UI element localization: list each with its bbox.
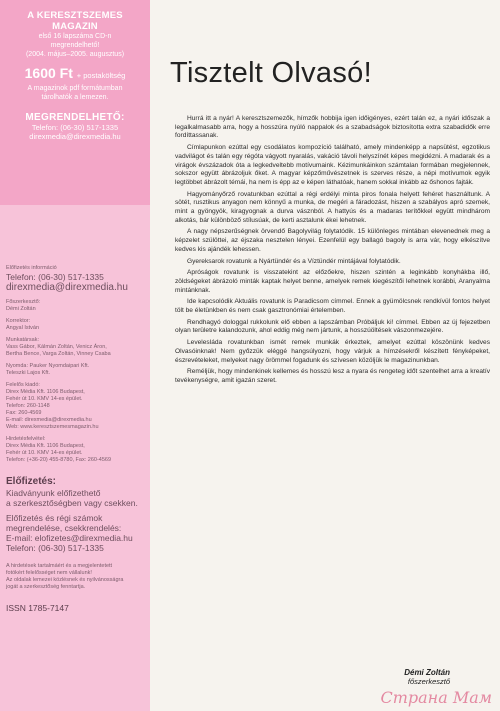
site-watermark: Страна Мам [380, 688, 492, 707]
promo-sub-1: első 16 lapszáma CD-n [38, 33, 112, 40]
publisher-line: Direx Média Kft. 1106 Budapest, [6, 389, 85, 395]
promo-format-1: A magazinok pdf formátumban [27, 85, 123, 92]
paragraph: A nagy népszerűségnek örvendő Bagolyvilág folytatódik. 15 különleges mintában elevenednek meg a képzelet szülöttei, az éjszaka nesztelen lényei. Ezenfelül egy ballagó bagoly is arra vár, hogy elkészítve kedves kis ajándék lehessen. [175, 228, 490, 253]
issn: ISSN 1785-7147 [6, 603, 69, 613]
paragraph: Apróságok rovatunk is visszatekint az előzőekre, hiszen szintén a leginkább konyhákba illő, zöldségeket ábrázoló minták kaptak helyet benne, amelyek remek kiegészítői lehetnek korábbi, Aranyalma mintánknak. [175, 269, 490, 294]
inquiry-block [6, 265, 144, 294]
publisher-line: Fax: 260-4569 [6, 410, 42, 416]
page-title: Tisztelt Olvasó! [170, 57, 372, 90]
staff-block [6, 337, 144, 358]
subscribe-title: Előfizetés: [6, 476, 57, 487]
ad-line: Direx Média Kft. 1106 Budapest, [6, 443, 85, 449]
ad-block [6, 436, 144, 464]
subscribe-line: Kiadványunk előfizethető [6, 488, 101, 498]
publisher-line: E-mail: direxmedia@direxmedia.hu [6, 417, 92, 423]
proofreader-name: Angyal István [6, 325, 40, 331]
subscribe-more-line: megrendelése, csekkrendelés: [6, 523, 122, 533]
promo-price [0, 65, 150, 84]
disclaimer-line: Az oldalak lemezei közlésnek és nyilvánosságra [6, 577, 124, 583]
proofreader-label: Korrektor: [6, 318, 31, 324]
staff-line-1: Vass Gábor, Kálmán Zoltán, Venicz Áron, [6, 344, 107, 350]
inquiry-email: direxmedia@direxmedia.hu [6, 282, 128, 293]
ad-label: Hirdetésfelvétel: [6, 436, 46, 442]
sidebar [0, 0, 150, 711]
signature-name: Démi Zoltán [404, 668, 450, 677]
paragraph: Rendhagyó dologgal rukkolunk elő ebben a lapszámban Próbáljuk ki! címmel. Ebben az új fejezetben olyan területre kalandozunk, ahol eddig még nem jártunk, a hosszúöltések vászonmezejére. [175, 318, 490, 335]
editorial [150, 0, 500, 711]
signature [404, 668, 450, 686]
proofreader-block [6, 318, 144, 332]
staff-line-2: Bertha Bence, Varga Zoltán, Vinney Csaba [6, 351, 111, 357]
editor-label: Főszerkesztő: [6, 299, 41, 305]
subscribe-more-block [6, 513, 144, 553]
order-email: direxmedia@direxmedia.hu [29, 132, 121, 141]
promo-sub-3: (2004. május–2005. augusztus) [25, 51, 125, 58]
promo-headline-1: A KERESZTSZEMES [27, 10, 123, 21]
subscribe-more-line: Telefon: (06-30) 517-1335 [6, 543, 104, 553]
promo-headline-2: MAGAZIN [52, 21, 98, 32]
subscribe-more-line: Előfizetés és régi számok [6, 513, 103, 523]
paragraph: Hagyományőrző rovatunkban ezúttal a régi erdélyi minta piros fonala helyett fehéret használtunk. A sötét, rusztikus anyagon nem könnyű a munka, de megéri a fáradozást, hiszen a szabályos apró szemek, mint a gyöngyök, kiragyognak a durva vásznból. A hattyús és a madaras terítőkkel együtt mindhárom alkotás, bár különböző stílusúak, de kerti asztalunk ékei lehetnek. [175, 190, 490, 224]
paragraph: Levelesláda rovatunkban ismét remek munkák érkeztek, amelyet ezúttal köszönünk kedves Olvasóinknak! Nem győzzük eléggé hangsúlyozni, hogy várjuk a hímzésekről készített fényképeket, észrevételeket, melyeket nagy örömmel fogadunk és szívesen közöljük le magazinunkban. [175, 339, 490, 364]
disclaimer-line: fotókért felelősséget nem vállalunk! [6, 570, 92, 576]
order-phone: Telefon: (06-30) 517-1335 [31, 123, 119, 132]
signature-role: főszerkesztő [407, 677, 450, 686]
editor-name: Démi Zoltán [6, 306, 36, 312]
publisher-line: Fehér út 10. KMV 14-es épület. [6, 396, 83, 402]
paragraph: Reméljük, hogy mindenkinek kellemes és hosszú lesz a nyara és rengeteg időt szentelhet arra a kreatív tevékenységre, amit igazán szeret. [175, 368, 490, 384]
editorial-body [175, 115, 490, 389]
publisher-block [6, 382, 144, 431]
disclaimer-line: A hirdetések tartalmáért és a megjelentetett [6, 563, 113, 569]
inquiry-label: Előfizetés információ [6, 265, 57, 271]
paragraph: Címlapunkon ezúttal egy csodálatos kompozíció található, amely mindenképp a napsütést, egzotikus vadvilágot és talán egy régóta vágyott nyaralás, vakáció távoli helyszínét képes megidézni. A madarak és a virágok évszázadok óta a legkedveltebb motívumaink. Kézimunkáinkon számtalan formában megjelennek, sokszor együtt ábrázoljuk őket. A magyar képzőművészetnek is szerves része, a népi motívumok egyik legtöbbet ábrázolt témái, ha nem is épp az e képen láthatóak, hanem sokkal inkább az őshonos fajták. [175, 144, 490, 186]
subscribe-more-line: E-mail: elofizetes@direxmedia.hu [6, 533, 133, 543]
publisher-label: Felelős kiadó: [6, 382, 40, 388]
inquiry-phone: Telefon: (06-30) 517-1335 [6, 272, 104, 282]
disclaimer-line: jogát a szerkesztőség fenntartja. [6, 584, 86, 590]
order-heading: MEGRENDELHETŐ: [25, 112, 125, 123]
disclaimer-block [6, 563, 144, 591]
cd-promo [0, 0, 150, 141]
promo-format-2: tárolhatók a lemezen. [41, 94, 109, 101]
subscribe-line: a szerkesztőségben vagy csekken. [6, 498, 138, 508]
paragraph: Hurrá itt a nyár! A keresztszemezők, hímzők hobbija igen időigényes, ezért talán ez, a nyári időszak a legalkalmasabb arra, hogy a hosszúra nyúló nappalok és a szabadságok biztosította extra szabadidők erre fordíttassanak. [175, 115, 490, 140]
promo-sub-2: megrendelhető! [50, 42, 100, 49]
print-block [6, 363, 144, 377]
price-suffix: + postaköltség [76, 71, 126, 80]
staff-label: Munkatársak: [6, 337, 40, 343]
ad-line: Telefon: (+36-20) 455-8780, Fax: 260-4569 [6, 457, 112, 463]
paragraph: Ide kapcsolódik Aktuális rovatunk is Paradicsom címmel. Ennek a gyümölcsnek rendkívül fontos helyet tölt be életünkben és nem csak gasztronómiai értelemben. [175, 298, 490, 315]
publisher-line: Telefon: 260-1148 [6, 403, 50, 409]
paragraph: Gyereksarok rovatunk a Nyártündér és a Víztündér mintájával folytatódik. [187, 257, 401, 265]
editor-block [6, 299, 144, 313]
ad-line: Fehér út 10. KMV 14-es épület. [6, 450, 83, 456]
imprint-box [0, 205, 150, 711]
publisher-line: Web: www.keresztszemesmagazin.hu [6, 424, 99, 430]
print-manager: Teleszki Lajos Kft. [6, 370, 51, 376]
price-value: 1600 Ft [24, 65, 73, 81]
print-label: Nyomda: Pauker Nyomdaipari Kft. [6, 363, 90, 369]
